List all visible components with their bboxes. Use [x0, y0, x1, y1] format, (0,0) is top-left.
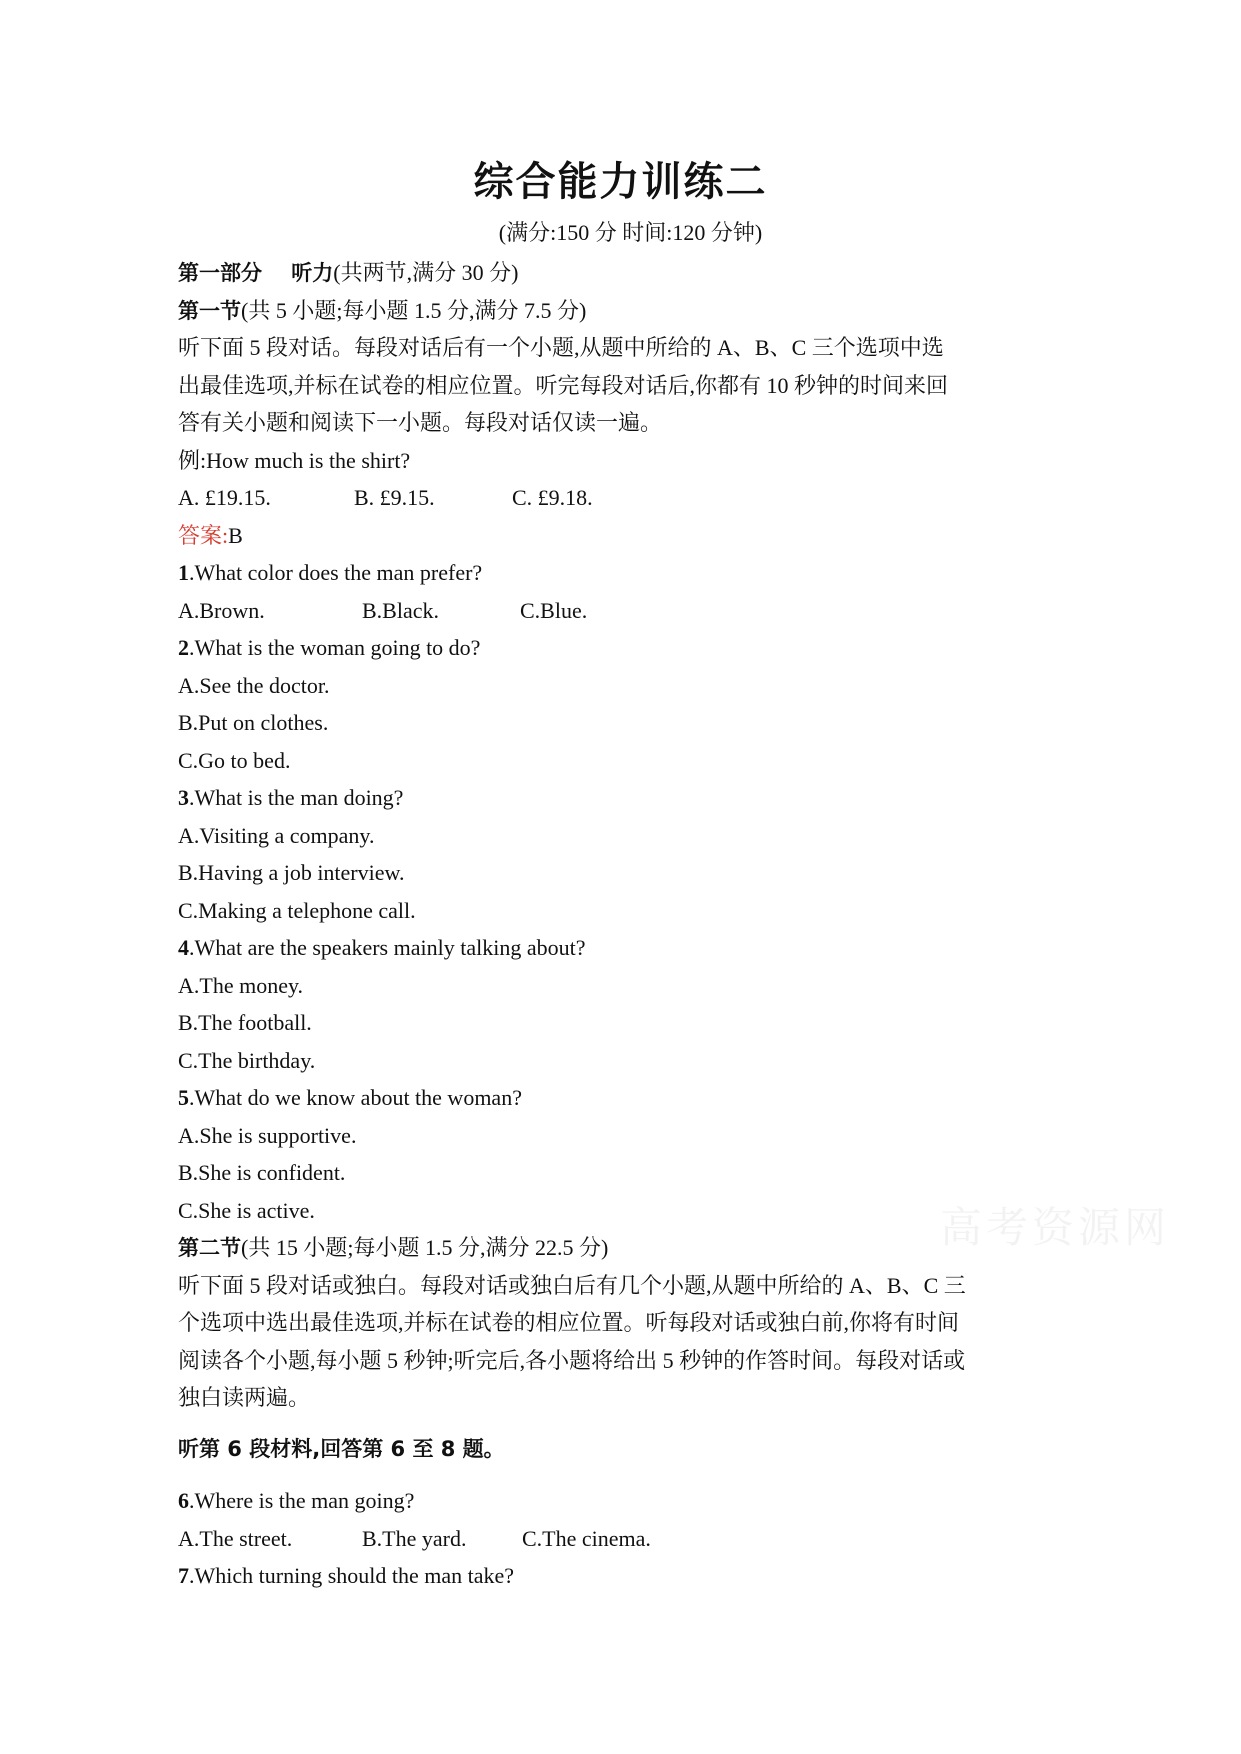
- question-number: 7: [178, 1563, 189, 1588]
- section1-heading: [178, 292, 1068, 330]
- question-number: 6: [178, 1488, 189, 1513]
- question-number: 4: [178, 935, 189, 960]
- question-5: [178, 1079, 1068, 1117]
- answer-value: B: [228, 522, 243, 548]
- question-number: 5: [178, 1085, 189, 1110]
- material-heading: 听第 6 段材料,回答第 6 至 8 题。: [178, 1436, 505, 1461]
- option-b: B.The football.: [178, 1010, 312, 1035]
- example-answer: [178, 517, 1068, 555]
- section1-instruction-line: 听下面 5 段对话。每段对话后有一个小题,从题中所给的 A、B、C 三个选项中选: [178, 335, 944, 360]
- question-6: [178, 1482, 1068, 1520]
- section1-title: 第一节: [178, 298, 241, 323]
- exam-content: [178, 254, 1068, 1595]
- option-c: C.Go to bed.: [178, 747, 291, 773]
- section2-heading: [178, 1229, 1068, 1267]
- example-option-b: B. £9.15.: [354, 485, 435, 510]
- example-question: 例:How much is the shirt?: [178, 447, 411, 473]
- section2-title: 第二节: [178, 1236, 241, 1260]
- question-1: [178, 554, 1068, 592]
- part1-heading: [178, 254, 1068, 292]
- option-a: A.Brown.: [178, 597, 265, 623]
- answer-label: 答案:: [178, 522, 229, 548]
- section2-instruction-line: 独白读两遍。: [178, 1385, 311, 1410]
- example-option-a: A. £19.15.: [178, 485, 271, 510]
- option-b: B.Black.: [362, 597, 439, 623]
- option-b: B.Put on clothes.: [178, 710, 329, 735]
- option-b: B.The yard.: [362, 1525, 467, 1551]
- section2-instruction-line: 个选项中选出最佳选项,并标在试卷的相应位置。听每段对话或独白前,你将有时间: [178, 1310, 960, 1335]
- part1-subject: 听力: [291, 261, 334, 285]
- question-4: [178, 929, 1068, 967]
- question-6-options: [178, 1520, 1068, 1558]
- question-text: .Where is the man going?: [189, 1488, 415, 1513]
- page-title: 综合能力训练二: [473, 159, 768, 205]
- section2-instruction-line: 阅读各个小题,每小题 5 秒钟;听完后,各小题将给出 5 秒钟的作答时间。每段对话或: [178, 1347, 966, 1373]
- section1-instruction-line: 答有关小题和阅读下一小题。每段对话仅读一遍。: [178, 410, 663, 435]
- section2-instruction-line: 听下面 5 段对话或独白。每段对话或独白后有几个小题,从题中所给的 A、B、C 三: [178, 1272, 966, 1298]
- option-c: C.The birthday.: [178, 1047, 316, 1073]
- question-7: [178, 1557, 1068, 1595]
- question-text: .What are the speakers mainly talking about?: [189, 935, 586, 960]
- option-a: A.See the doctor.: [178, 672, 330, 698]
- option-c: C.Making a telephone call.: [178, 897, 416, 923]
- question-text: .What is the man doing?: [189, 785, 404, 810]
- question-number: 2: [178, 635, 189, 660]
- section1-instruction-line: 出最佳选项,并标在试卷的相应位置。听完每段对话后,你都有 10 秒钟的时间来回: [178, 372, 949, 398]
- question-text: .Which turning should the man take?: [189, 1563, 515, 1588]
- part1-note: (共两节,满分 30 分): [333, 260, 519, 285]
- question-number: 3: [178, 785, 189, 810]
- option-b: B.She is confident.: [178, 1160, 346, 1185]
- section2-note: (共 15 小题;每小题 1.5 分,满分 22.5 分): [241, 1235, 609, 1260]
- option-a: A.She is supportive.: [178, 1122, 357, 1148]
- option-c: C.The cinema.: [522, 1525, 651, 1551]
- option-c: C.Blue.: [520, 597, 588, 623]
- question-text: .What do we know about the woman?: [189, 1085, 522, 1110]
- question-number: 1: [178, 560, 189, 585]
- option-b: B.Having a job interview.: [178, 860, 405, 885]
- question-text: .What color does the man prefer?: [189, 560, 483, 585]
- question-2: [178, 629, 1068, 667]
- section1-note: (共 5 小题;每小题 1.5 分,满分 7.5 分): [241, 297, 587, 323]
- question-3: [178, 779, 1068, 817]
- option-c: C.She is active.: [178, 1197, 315, 1223]
- option-a: A.The street.: [178, 1525, 293, 1551]
- option-a: A.Visiting a company.: [178, 822, 375, 848]
- example-option-c: C. £9.18.: [512, 485, 593, 510]
- question-text: .What is the woman going to do?: [189, 635, 481, 660]
- part1-title: 第一部分: [178, 261, 262, 285]
- example-options: [178, 479, 1068, 517]
- score-time-info: (满分:150 分 时间:120 分钟): [498, 220, 763, 245]
- question-1-options: [178, 592, 1068, 630]
- option-a: A.The money.: [178, 972, 304, 998]
- watermark: 高考资源网: [940, 1203, 1171, 1252]
